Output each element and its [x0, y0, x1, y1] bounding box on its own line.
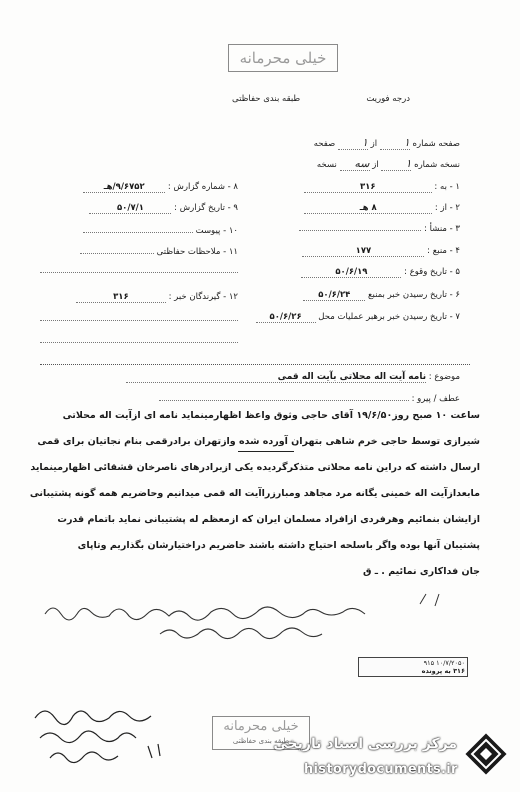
- origin-value: [299, 230, 421, 231]
- from-label: ۲ - از: [440, 203, 460, 213]
- security-notes-value: [80, 253, 154, 254]
- copy-of-label: از: [372, 160, 379, 170]
- to-field: ۱ - به : ۳۱۶: [270, 182, 460, 193]
- archive-watermark: [273, 726, 515, 790]
- page-total-handwritten: ۱: [338, 136, 368, 150]
- subject-label: موضوع: [434, 372, 460, 382]
- report-date-field: ۹ - تاریخ گزارش : ۵۰/۷/۱: [40, 203, 238, 214]
- report-number-field: ۸ - شماره گزارش : ۹/۶۷۵۲/هـ: [40, 182, 238, 193]
- body-line-2: شیرازی توسط حاجی خرم شاهی بتهران آورده شده وازتهران برادرقمی بنام نجاتیان برای قمی: [37, 436, 480, 447]
- page-of-label: از: [370, 139, 378, 149]
- archive-org-name: مرکز بررسی اسناد تاریخی: [273, 736, 457, 752]
- header-divider: [40, 364, 470, 365]
- recipients-extra-line-2: [40, 342, 238, 343]
- occurrence-date-value: ۵۰/۶/۱۹: [301, 267, 401, 278]
- security-notes-extra-line: [40, 272, 238, 273]
- priority-label: درجه فوریت: [366, 94, 410, 104]
- archive-receipt-stamp: [358, 657, 468, 677]
- archive-stamp-line-1: ۱۰/۷/۲۰۵۰ ۹۱۵: [423, 659, 465, 667]
- report-date-value: ۵۰/۷/۱: [89, 203, 171, 214]
- to-label: ۱ - به: [440, 182, 460, 192]
- archive-url: historydocuments.ir: [304, 762, 458, 777]
- body-line-4: مابعدازآیت اله خمینی یگانه مرد مجاهد ومبارزراآیت اله قمی میدانیم وحاضریم همه گونه پشتیبانی: [29, 488, 480, 499]
- source-received-date-field: [270, 290, 460, 301]
- page-suffix: صفحه: [313, 139, 336, 149]
- subject-row: موضوع : نامه آیت اله محلاتی بآیت اله قمی: [60, 372, 460, 383]
- operations-received-date-value: ۵۰/۶/۲۶: [256, 312, 316, 323]
- reference-value: [159, 400, 409, 401]
- recipients-extra-line-1: [40, 320, 238, 321]
- reference-row: عطف / پیرو :: [60, 394, 460, 404]
- origin-field: ۳ - منشأ :: [270, 224, 460, 234]
- top-stamp-text: خیلی محرمانه: [239, 49, 327, 67]
- attachment-label: ۱۰ - پیوست: [195, 226, 238, 236]
- occurrence-date-field: ۵ - تاریخ وقوع : ۵۰/۶/۱۹: [270, 267, 460, 278]
- body-line-6: پشتیبان آنها بوده واگر باسلحه احتیاج داشته باشند حاضریم دراختیارشان بگذاریم وتاپای: [77, 540, 480, 551]
- bottom-stamp-subtext: طبقه بندی حفاظتی: [232, 737, 290, 745]
- handwritten-note-scribble: [40, 584, 470, 654]
- report-date-label: ۹ - تاریخ گزارش: [179, 203, 238, 213]
- from-field: ۲ - از : ۸ هـ: [270, 203, 460, 214]
- occurrence-date-label: ۵ - تاریخ وقوع: [409, 267, 460, 277]
- source-received-date-value: ۵۰/۶/۲۴: [303, 290, 365, 301]
- body-line-3: ارسال داشته که دراین نامه محلاتی متذکرگردیده یکی ازبرادرهای ناصرخان قشقائی اظهارمینماید: [30, 462, 480, 473]
- operations-received-date-label: ۷ - تاریخ رسیدن خبر برهبر عملیات محل: [318, 312, 460, 322]
- source-value: ۱۷۷: [302, 246, 424, 257]
- report-number-value: ۹/۶۷۵۲/هـ: [83, 182, 165, 193]
- recipients-label: ۱۲ - گیرندگان خبر: [174, 292, 238, 302]
- origin-label: ۳ - منشأ: [429, 224, 460, 234]
- attachment-field: [40, 226, 238, 236]
- recipients-value: ۳۱۶: [76, 292, 166, 303]
- attachment-value: [83, 232, 193, 233]
- from-value: ۸ هـ: [304, 203, 432, 214]
- copy-number-handwritten: ۱: [381, 157, 411, 171]
- archive-logo-icon: [460, 728, 512, 780]
- page-number-row: [280, 136, 460, 150]
- handwritten-signature-block: [30, 700, 180, 780]
- body-line-7: جان فداکاری نمائیم . ـ ق: [362, 566, 480, 577]
- to-value: ۳۱۶: [304, 182, 432, 193]
- copy-suffix: نسخه: [316, 160, 337, 170]
- copy-number-label: نسخه شماره: [414, 160, 460, 170]
- body-line-5: ازایشان بنمائیم وهرفردی ازافراد مسلمان ایران که ازمعظم له پشتیبانی نماید باتمام قدرت: [57, 514, 480, 525]
- source-received-date-label: ۶ - تاریخ رسیدن خبر بمنبع: [367, 290, 460, 300]
- archive-stamp-line-2: ۳۱۶ به پرونده: [421, 667, 465, 675]
- source-label: ۴ - منبع: [432, 246, 460, 256]
- recipients-field: ۱۲ - گیرندگان خبر : ۳۱۶: [40, 292, 238, 303]
- operations-received-date-field: [240, 312, 460, 323]
- bottom-stamp-text: خیلی محرمانه: [223, 719, 299, 734]
- report-number-label: ۸ - شماره گزارش: [173, 182, 238, 192]
- page-number-handwritten: ۱: [380, 136, 410, 150]
- name-underline: [238, 451, 294, 452]
- source-field: ۴ - منبع : ۱۷۷: [270, 246, 460, 257]
- copy-total-handwritten: سه: [340, 157, 370, 171]
- security-notes-field: [40, 247, 238, 257]
- reference-label: عطف / پیرو: [417, 394, 460, 404]
- subject-text: نامه آیت اله محلاتی بآیت اله قمی: [126, 372, 426, 383]
- copy-number-row: [280, 157, 460, 171]
- top-classification-stamp: [228, 44, 338, 72]
- security-notes-label: ۱۱ - ملاحظات حفاظتی: [156, 247, 238, 257]
- body-line-1: ساعت ۱۰ صبح روز۱۹/۶/۵۰ آقای حاجی وثوق واعظ اظهارمینماید نامه ای ازآیت اله محلاتی: [62, 410, 480, 421]
- page-number-label: صفحه شماره: [412, 139, 460, 149]
- classification-level-label: طبقه بندی حفاظتی: [232, 94, 301, 104]
